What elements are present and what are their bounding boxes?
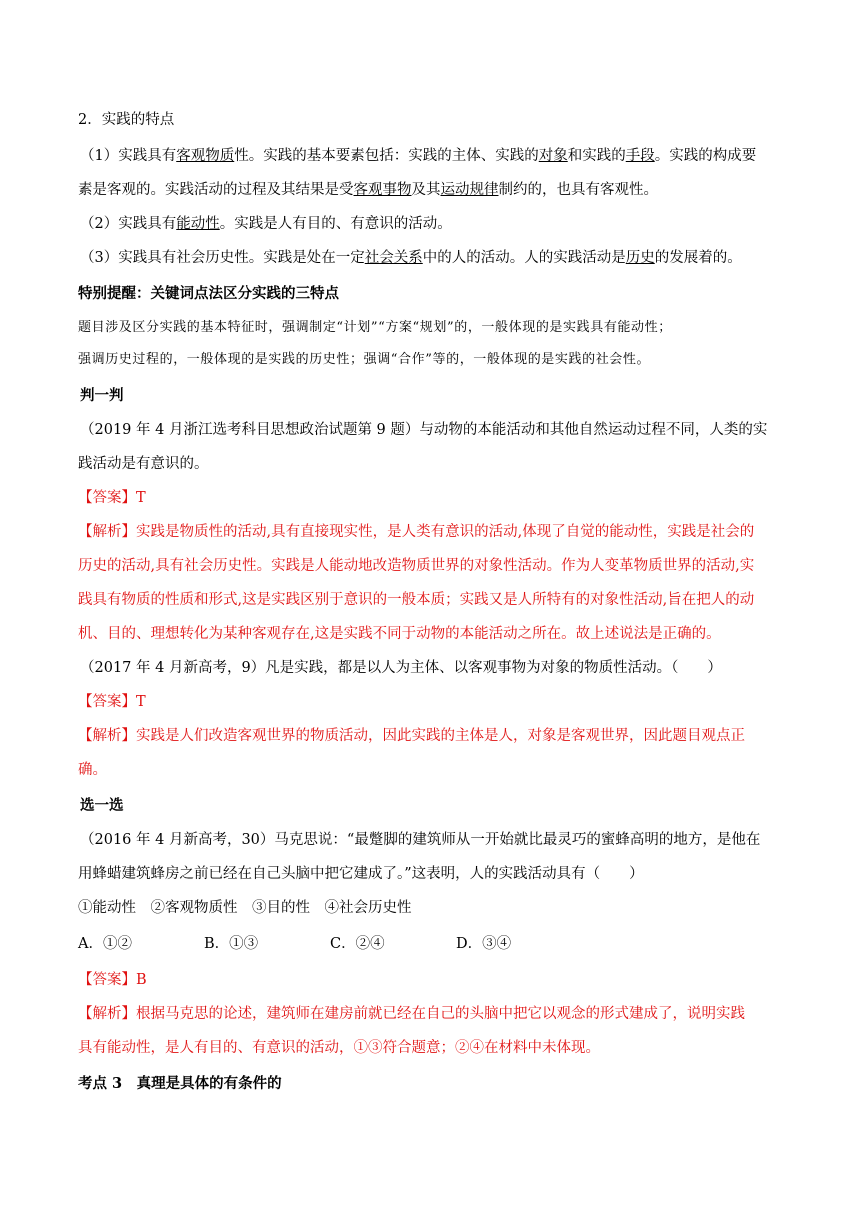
judge-q1-answer: 【答案】T	[78, 490, 146, 506]
underlined-term: 能动性	[176, 216, 220, 232]
judge-q1-explanation-2: 历史的活动,具有社会历史性。实践是人能动地改造物质世界的对象性活动。作为人变革物质世界的活动,实	[78, 558, 755, 574]
feature-1-line-2: 素是客观的。实践活动的过程及其结果是受客观事物及其运动规律制约的，也具有客观性。	[78, 182, 658, 198]
judge-q1-line-1: （2019 年 4 月浙江选考科目思想政治试题第 9 题）与动物的本能活动和其他自然运动过程不同，人类的实	[80, 422, 768, 438]
option-a: A．①②	[78, 936, 132, 952]
choose-heading: 选一选	[80, 797, 124, 814]
choose-items: ①能动性 ②客观物质性 ③目的性 ④社会历史性	[78, 900, 412, 916]
choose-question-line-1: （2016 年 4 月新高考，30）马克思说：“最蹩脚的建筑师从一开始就比最灵巧的蜜蜂高明的地方，是他在	[80, 832, 761, 848]
option-c: C．②④	[330, 936, 385, 952]
feature-2: （2）实践具有能动性。实践是人有目的、有意识的活动。	[80, 216, 452, 232]
judge-q2-answer: 【答案】T	[78, 694, 146, 710]
judge-q1-line-2: 践活动是有意识的。	[78, 456, 209, 472]
judge-q1-explanation-4: 机、目的、理想转化为某种客观存在,这是实践不同于动物的本能活动之所在。故上述说法是正确的。	[78, 626, 721, 642]
underlined-term: 客观事物	[353, 182, 412, 198]
underlined-term: 客观物质	[176, 148, 235, 164]
tip-title: 特别提醒：关键词点法区分实践的三特点	[78, 285, 339, 302]
judge-heading: 判一判	[80, 387, 124, 404]
underlined-term: 手段	[625, 148, 655, 164]
next-section-title: 考点 3 真理是具体的有条件的	[78, 1075, 282, 1092]
option-b: B．①③	[204, 936, 259, 952]
feature-3: （3）实践具有社会历史性。实践是处在一定社会关系中的人的活动。人的实践活动是历史的发展着的。	[80, 250, 742, 266]
option-d: D．③④	[456, 936, 512, 952]
choose-explanation-2: 具有能动性，是人有目的、有意识的活动，①③符合题意；②④在材料中未体现。	[78, 1040, 600, 1056]
underlined-term: 运动规律	[440, 182, 499, 198]
choose-explanation-1: 【解析】根据马克思的论述，建筑师在建房前就已经在自己的头脑中把它以观念的形式建成了，说明实践	[78, 1006, 745, 1022]
tip-line-2: 强调历史过程的，一般体现的是实践的历史性；强调“合作”等的，一般体现的是实践的社会性。	[78, 352, 651, 367]
judge-q1-explanation-3: 践具有物质的性质和形式,这是实践区别于意识的一般本质；实践又是人所特有的对象性活动,旨在把人的动	[78, 592, 755, 608]
judge-q2-explanation-2: 确。	[78, 762, 107, 778]
choose-answer: 【答案】B	[78, 972, 147, 988]
section-title: 2．实践的特点	[78, 112, 175, 128]
choose-question-line-2: 用蜂蜡建筑蜂房之前已经在自己头脑中把它建成了。”这表明，人的实践活动具有（ ）	[78, 866, 644, 882]
choose-options	[78, 934, 582, 954]
feature-1-line-1: （1）实践具有客观物质性。实践的基本要素包括：实践的主体、实践的对象和实践的手段。实践的构成要	[80, 148, 757, 164]
judge-q2-explanation-1: 【解析】实践是人们改造客观世界的物质活动，因此实践的主体是人，对象是客观世界，因此题目观点正	[78, 728, 745, 744]
judge-q1-explanation-1: 【解析】实践是物质性的活动,具有直接现实性，是人类有意识的活动,体现了自觉的能动性，实践是社会的	[78, 524, 755, 540]
underlined-term: 对象	[538, 148, 568, 164]
underlined-term: 历史	[625, 250, 655, 266]
tip-line-1: 题目涉及区分实践的基本特征时，强调制定“计划”“方案“规划”的，一般体现的是实践具有能动性；	[78, 320, 672, 335]
underlined-term: 社会关系	[364, 250, 423, 266]
judge-q2: （2017 年 4 月新高考，9）凡是实践，都是以人为主体、以客观事物为对象的物质性活动。（ ）	[80, 660, 722, 676]
